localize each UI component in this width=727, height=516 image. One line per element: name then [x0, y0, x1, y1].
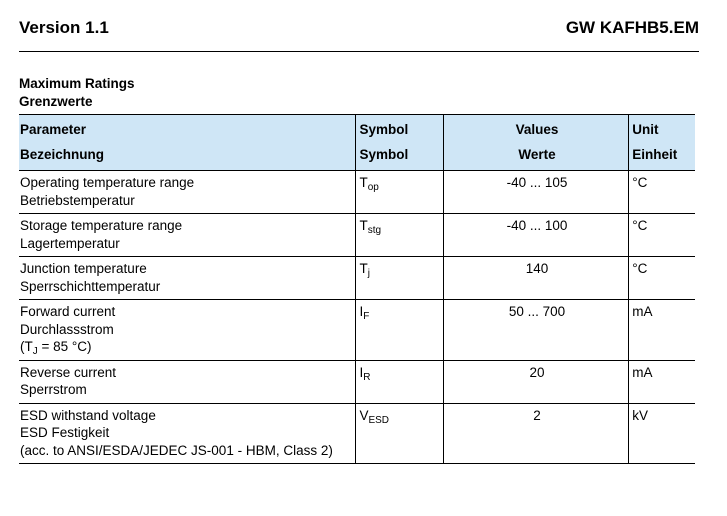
parameter-cell: [19, 257, 356, 300]
value-cell: 50 ... 700: [443, 300, 628, 361]
symbol-cell: [356, 300, 443, 361]
table-header-row: [19, 115, 695, 171]
symbol-cell: [356, 171, 443, 214]
table-row: [19, 171, 695, 214]
header-divider: [19, 51, 699, 52]
part-number: GW KAFHB5.EM: [565, 18, 699, 37]
symbol-cell: [356, 403, 443, 464]
symbol: T: [359, 175, 368, 190]
symbol-cell: [356, 214, 443, 257]
table-row: [19, 214, 695, 257]
symbol: I: [359, 364, 364, 380]
condition-prefix: (T: [20, 339, 33, 354]
header-values: [443, 115, 628, 171]
value-cell: -40 ... 100: [443, 214, 628, 257]
header-parameter-de: Bezeichnung: [20, 147, 105, 162]
symbol-subscript: ESD: [368, 414, 390, 426]
page-header: [19, 14, 699, 44]
parameter-en: Storage temperature range: [20, 218, 183, 233]
section-title-de: Grenzwerte: [19, 94, 93, 109]
header-symbol-en: Symbol: [359, 122, 409, 137]
symbol: V: [359, 407, 369, 423]
table-row: [19, 360, 695, 403]
unit-cell: mA: [629, 300, 695, 361]
symbol: T: [359, 261, 368, 276]
version-label: Version 1.1: [19, 18, 109, 37]
symbol-subscript: R: [363, 371, 371, 383]
symbol-subscript: F: [363, 311, 370, 322]
parameter-de: Sperrstrom: [20, 382, 87, 397]
parameter-en: Operating temperature range: [20, 175, 195, 190]
parameter-cell: [19, 360, 356, 403]
header-values-en: Values: [515, 122, 559, 137]
parameter-en: Junction temperature: [20, 261, 147, 276]
parameter-condition: [20, 338, 354, 356]
parameter-de: Lagertemperatur: [20, 235, 120, 251]
maximum-ratings-table: [19, 114, 695, 464]
value-cell: -40 ... 105: [443, 171, 628, 214]
header-unit-de: Einheit: [632, 147, 678, 162]
symbol-cell: [356, 360, 443, 403]
value-cell: 140: [443, 257, 628, 300]
symbol-subscript: stg: [367, 225, 382, 236]
unit-cell: mA: [629, 360, 695, 403]
header-unit-en: Unit: [632, 122, 659, 137]
header-symbol: [356, 115, 443, 171]
parameter-en: ESD withstand voltage: [20, 407, 156, 423]
symbol-subscript: j: [367, 268, 370, 279]
parameter-de: Durchlassstrom: [20, 321, 114, 337]
parameter-condition: (acc. to ANSI/ESDA/JEDEC JS-001 - HBM, Class 2): [20, 442, 333, 458]
section-title: [19, 75, 135, 111]
table-row: [19, 257, 695, 300]
unit-cell: °C: [629, 214, 695, 257]
value-cell: 20: [443, 360, 628, 403]
symbol-subscript: op: [367, 182, 379, 193]
header-symbol-de: Symbol: [359, 147, 409, 162]
unit-cell: °C: [629, 171, 695, 214]
parameter-cell: [19, 300, 356, 361]
parameter-en: Forward current: [20, 304, 116, 319]
unit-cell: °C: [629, 257, 695, 300]
symbol: T: [359, 218, 368, 233]
parameter-de: Sperrschichttemperatur: [20, 278, 161, 294]
symbol: I: [359, 304, 364, 319]
parameter-de: Betriebstemperatur: [20, 192, 135, 208]
header-parameter-en: Parameter: [20, 122, 87, 137]
parameter-cell: [19, 214, 356, 257]
condition-suffix: = 85 °C): [37, 339, 92, 354]
symbol-cell: [356, 257, 443, 300]
parameter-cell: [19, 171, 356, 214]
header-values-de: Werte: [518, 147, 556, 162]
table-row: [19, 403, 695, 464]
header-unit: [629, 115, 695, 171]
parameter-en: Reverse current: [20, 364, 117, 380]
condition-subscript: J: [32, 346, 38, 357]
table-row: [19, 300, 695, 361]
unit-cell: kV: [629, 403, 695, 464]
value-cell: 2: [443, 403, 628, 464]
header-parameter: [19, 115, 356, 171]
parameter-cell: [19, 403, 356, 464]
section-title-en: Maximum Ratings: [19, 76, 135, 91]
parameter-de: ESD Festigkeit: [20, 425, 110, 440]
